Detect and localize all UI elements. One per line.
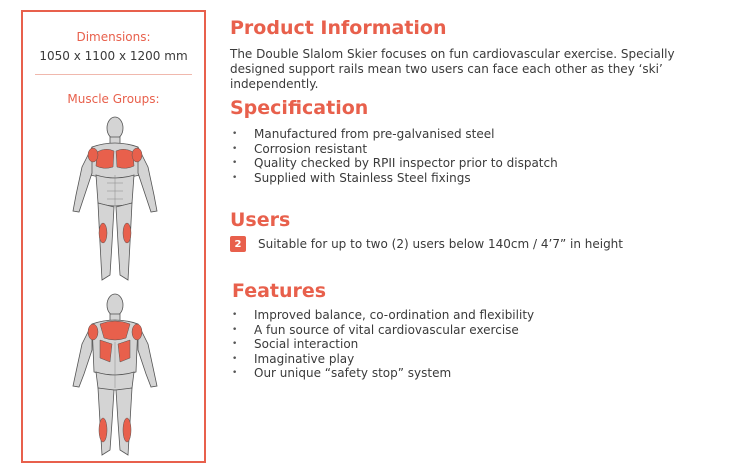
rear-shoulder-left-muscle (88, 324, 98, 340)
features-heading: Features (232, 280, 327, 302)
dimensions-label: Dimensions: (76, 30, 151, 44)
specification-item: • Manufactured from pre-galvanised steel (230, 127, 558, 142)
lat-right-muscle (118, 340, 130, 362)
specification-item: • Corrosion resistant (230, 142, 558, 157)
shoulder-left-muscle (88, 148, 98, 162)
head-shape (107, 294, 123, 316)
quad-right-muscle (123, 223, 131, 243)
product-description: The Double Slalom Skier focuses on fun cardiovascular exercise. Specially designed support rails mean two users can face each other as they ‘ski’ independently. (230, 47, 675, 91)
feature-item: • Imaginative play (230, 352, 534, 367)
trapezius-muscle (100, 321, 130, 340)
head-shape (107, 117, 123, 139)
body-front-illustration (70, 115, 160, 287)
feature-item: • Improved balance, co-ordination and flexibility (230, 308, 534, 323)
feature-item: • Our unique “safety stop” system (230, 366, 534, 381)
feature-item: • A fun source of vital cardiovascular exercise (230, 323, 534, 338)
feature-item: • Social interaction (230, 337, 534, 352)
product-information-heading: Product Information (230, 17, 447, 39)
body-back-illustration (70, 292, 160, 460)
divider (35, 74, 192, 75)
specification-list (230, 127, 558, 185)
users-count-badge: 2 (230, 236, 246, 252)
product-side-panel (21, 10, 206, 463)
chest-right-muscle (116, 149, 134, 168)
muscle-groups-label: Muscle Groups: (67, 92, 160, 106)
specification-heading: Specification (230, 97, 369, 119)
calf-right-muscle (123, 418, 131, 442)
users-row (230, 236, 623, 252)
features-list (230, 308, 534, 381)
users-heading: Users (230, 209, 291, 231)
quad-left-muscle (99, 223, 107, 243)
specification-item: • Quality checked by RPII inspector prior to dispatch (230, 156, 558, 171)
calf-left-muscle (99, 418, 107, 442)
lat-left-muscle (100, 340, 112, 362)
rear-shoulder-right-muscle (132, 324, 142, 340)
users-text: Suitable for up to two (2) users below 140cm / 4’7” in height (258, 237, 623, 251)
dimensions-value: 1050 x 1100 x 1200 mm (39, 49, 188, 63)
left-leg-shape (98, 203, 114, 280)
specification-item: • Supplied with Stainless Steel fixings (230, 171, 558, 186)
shoulder-right-muscle (132, 148, 142, 162)
right-leg-shape (116, 203, 132, 280)
chest-left-muscle (96, 149, 114, 168)
